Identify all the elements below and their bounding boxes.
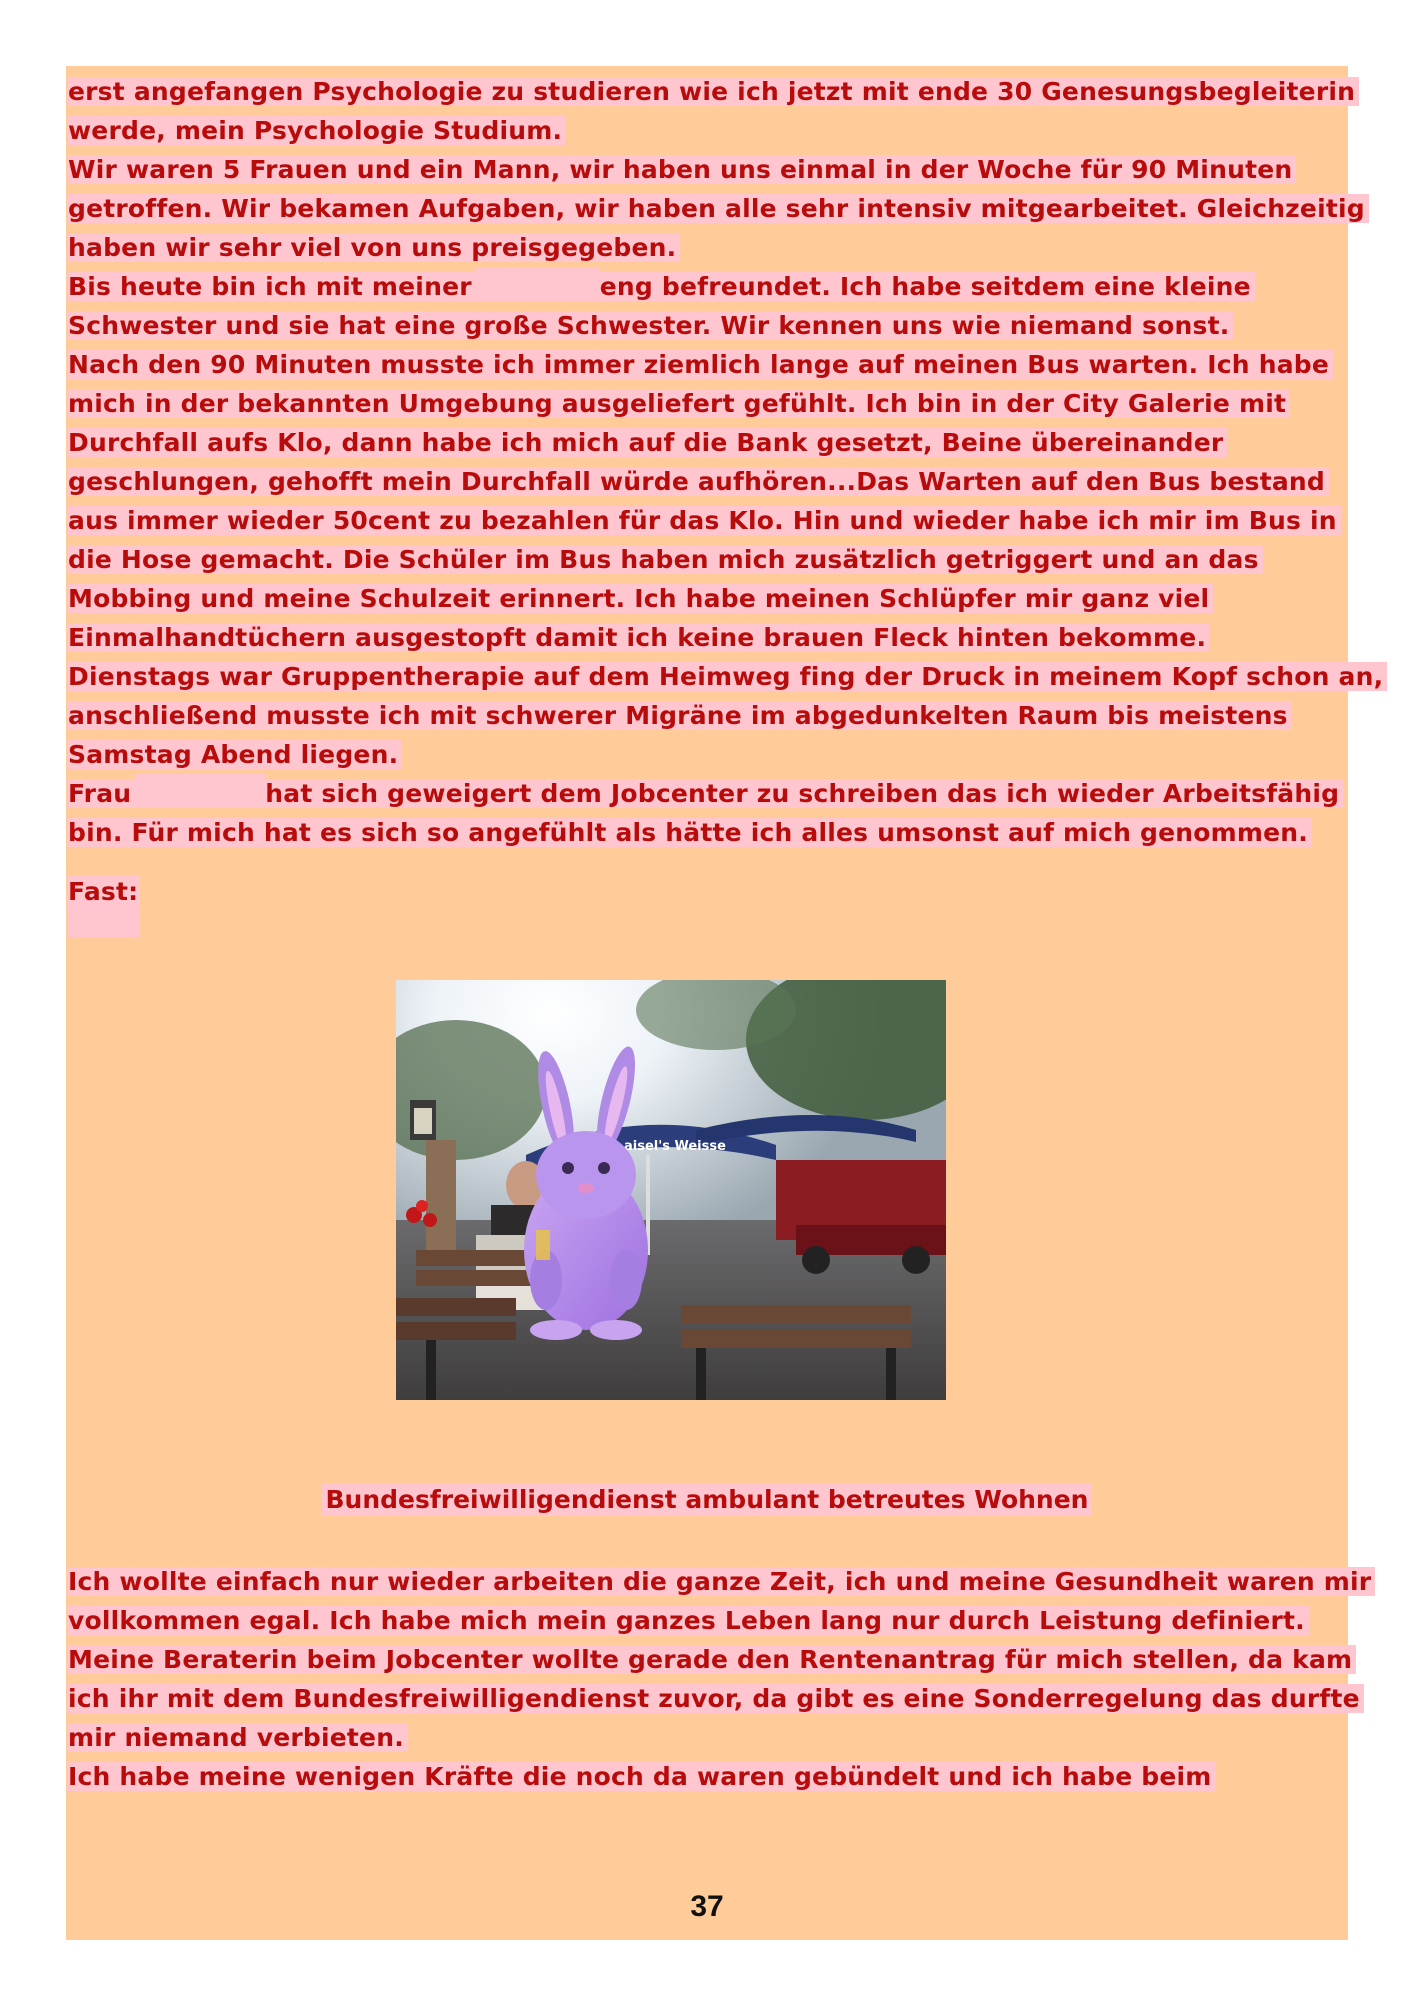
text-line: bin. Für mich hat es sich so angefühlt als hätte ich alles umsonst auf mich genommen. bbox=[68, 813, 1348, 852]
text-line: haben wir sehr viel von uns preisgegeben. bbox=[68, 228, 1348, 267]
text-line: geschlungen, gehofft mein Durchfall würde aufhören...Das Warten auf den Bus bestand bbox=[68, 462, 1348, 501]
text-line: Ich habe meine wenigen Kräfte die noch da waren gebündelt und ich habe beim bbox=[68, 1757, 1348, 1796]
fast-label bbox=[68, 872, 1348, 937]
text-line: Durchfall aufs Klo, dann habe ich mich auf die Bank gesetzt, Beine übereinander bbox=[68, 423, 1348, 462]
text-line: anschließend musste ich mit schwerer Migräne im abgedunkelten Raum bis meistens bbox=[68, 696, 1348, 735]
text-line: Schwester und sie hat eine große Schwester. Wir kennen uns wie niemand sonst. bbox=[68, 306, 1348, 345]
fast-label-text: Fast: bbox=[68, 875, 140, 937]
text-line: mich in der bekannten Umgebung ausgeliefert gefühlt. Ich bin in der City Galerie mit bbox=[68, 384, 1348, 423]
beer-garden-photo bbox=[396, 980, 946, 1400]
redaction-block bbox=[135, 774, 265, 808]
text-line: mir niemand verbieten. bbox=[68, 1718, 1348, 1757]
text-line: die Hose gemacht. Die Schüler im Bus haben mich zusätzlich getriggert und an das bbox=[68, 540, 1348, 579]
text-line: vollkommen egal. Ich habe mich mein ganzes Leben lang nur durch Leistung definiert. bbox=[68, 1601, 1348, 1640]
text-line: Einmalhandtüchern ausgestopft damit ich keine brauen Fleck hinten bekomme. bbox=[68, 618, 1348, 657]
text-line: erst angefangen Psychologie zu studieren wie ich jetzt mit ende 30 Genesungsbegleiterin bbox=[68, 72, 1348, 111]
text-line: ich ihr mit dem Bundesfreiwilligendienst zuvor, da gibt es eine Sonderregelung das durfte bbox=[68, 1679, 1348, 1718]
text-line: aus immer wieder 50cent zu bezahlen für das Klo. Hin und wieder habe ich mir im Bus in bbox=[68, 501, 1348, 540]
umbrella-text: aisel's Weisse bbox=[624, 1139, 726, 1154]
section-heading bbox=[0, 1481, 1414, 1519]
text-line: Samstag Abend liegen. bbox=[68, 735, 1348, 774]
text-line: Mobbing und meine Schulzeit erinnert. Ich habe meinen Schlüpfer mir ganz viel bbox=[68, 579, 1348, 618]
text-line: Meine Beraterin beim Jobcenter wollte gerade den Rentenantrag für mich stellen, da kam bbox=[68, 1640, 1348, 1679]
text-line: Wir waren 5 Frauen und ein Mann, wir haben uns einmal in der Woche für 90 Minuten bbox=[68, 150, 1348, 189]
text-line: Dienstags war Gruppentherapie auf dem Heimweg fing der Druck in meinem Kopf schon an, bbox=[68, 657, 1348, 696]
text-line: getroffen. Wir bekamen Aufgaben, wir haben alle sehr intensiv mitgearbeitet. Gleichzeitig bbox=[68, 189, 1348, 228]
text-block-top bbox=[68, 72, 1384, 852]
text-line-redacted: Frau hat sich geweigert dem Jobcenter zu schreiben das ich wieder Arbeitsfähig bbox=[68, 774, 1348, 813]
text-block-bottom bbox=[68, 1562, 1372, 1796]
page-number: 37 bbox=[690, 1890, 724, 1923]
redaction-block bbox=[476, 267, 600, 301]
text-line: Nach den 90 Minuten musste ich immer ziemlich lange auf meinen Bus warten. Ich habe bbox=[68, 345, 1348, 384]
section-title-text: Bundesfreiwilligendienst ambulant betreutes Wohnen bbox=[322, 1483, 1093, 1516]
text-line: Ich wollte einfach nur wieder arbeiten die ganze Zeit, ich und meine Gesundheit waren mir bbox=[68, 1562, 1348, 1601]
text-line: werde, mein Psychologie Studium. bbox=[68, 111, 1348, 150]
text-line-redacted: Bis heute bin ich mit meiner eng befreundet. Ich habe seitdem eine kleine bbox=[68, 267, 1348, 306]
